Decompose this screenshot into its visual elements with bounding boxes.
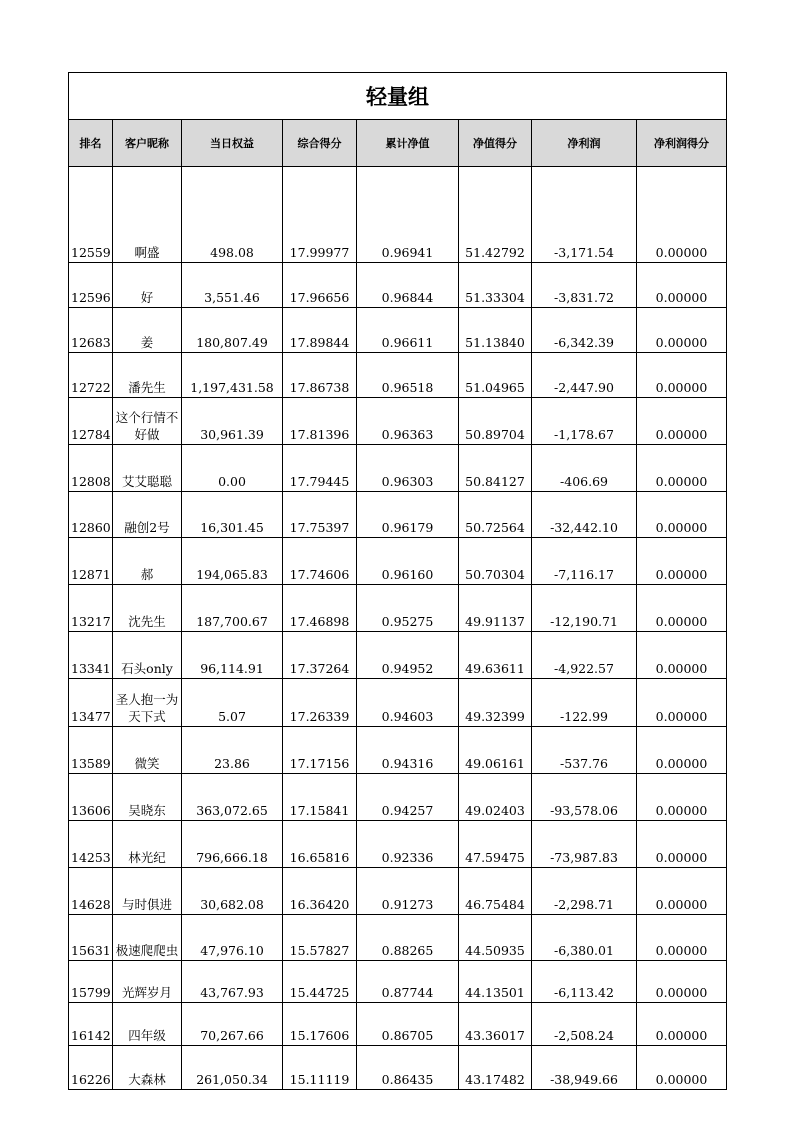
profit-score-cell: 0.00000 [637, 632, 727, 679]
composite-score-cell: 17.17156 [283, 727, 357, 774]
net-profit-cell: -4,922.57 [532, 632, 637, 679]
cumulative-nav-cell: 0.96611 [357, 308, 459, 353]
rank-cell: 12808 [69, 445, 113, 492]
equity-cell: 30,961.39 [182, 398, 283, 445]
cumulative-nav-cell: 0.88265 [357, 915, 459, 961]
table-row [69, 727, 727, 774]
net-profit-cell: -12,190.71 [532, 585, 637, 632]
net-profit-cell: -38,949.66 [532, 1046, 637, 1090]
profit-score-cell: 0.00000 [637, 1003, 727, 1046]
equity-cell: 16,301.45 [182, 492, 283, 538]
equity-cell: 194,065.83 [182, 538, 283, 585]
rank-cell: 16226 [69, 1046, 113, 1090]
nickname-cell: 圣人抱一为天下式 [113, 679, 182, 727]
nav-score-cell: 51.42792 [459, 167, 532, 263]
profit-score-cell: 0.00000 [637, 538, 727, 585]
table-row [69, 632, 727, 679]
net-profit-cell: -3,171.54 [532, 167, 637, 263]
profit-score-cell: 0.00000 [637, 821, 727, 868]
table-row [69, 915, 727, 961]
nickname-cell: 与时俱进 [113, 868, 182, 915]
profit-score-cell: 0.00000 [637, 868, 727, 915]
nickname-cell: 艾艾聪聪 [113, 445, 182, 492]
rank-cell: 12722 [69, 353, 113, 398]
net-profit-cell: -93,578.06 [532, 774, 637, 821]
nickname-cell: 融创2号 [113, 492, 182, 538]
net-profit-cell: -537.76 [532, 727, 637, 774]
net-profit-cell: -2,508.24 [532, 1003, 637, 1046]
table-row [69, 679, 727, 727]
net-profit-cell: -6,380.01 [532, 915, 637, 961]
nav-score-cell: 50.84127 [459, 445, 532, 492]
composite-score-cell: 17.46898 [283, 585, 357, 632]
cumulative-nav-cell: 0.96844 [357, 263, 459, 308]
cumulative-nav-cell: 0.96363 [357, 398, 459, 445]
net-profit-cell: -32,442.10 [532, 492, 637, 538]
table-body [69, 167, 727, 1090]
profit-score-cell: 0.00000 [637, 774, 727, 821]
table-row [69, 308, 727, 353]
table-row [69, 445, 727, 492]
nickname-cell: 微笑 [113, 727, 182, 774]
rank-cell: 12860 [69, 492, 113, 538]
cumulative-nav-cell: 0.96303 [357, 445, 459, 492]
equity-cell: 363,072.65 [182, 774, 283, 821]
rank-cell: 16142 [69, 1003, 113, 1046]
cumulative-nav-cell: 0.92336 [357, 821, 459, 868]
composite-score-cell: 17.86738 [283, 353, 357, 398]
column-header-nickname: 客户昵称 [113, 120, 182, 167]
nickname-cell: 姜 [113, 308, 182, 353]
table-row [69, 538, 727, 585]
nickname-cell: 好 [113, 263, 182, 308]
composite-score-cell: 17.89844 [283, 308, 357, 353]
equity-cell: 70,267.66 [182, 1003, 283, 1046]
table-row [69, 585, 727, 632]
cumulative-nav-cell: 0.86435 [357, 1046, 459, 1090]
equity-cell: 1,197,431.58 [182, 353, 283, 398]
nickname-cell: 这个行情不好做 [113, 398, 182, 445]
composite-score-cell: 17.81396 [283, 398, 357, 445]
rank-cell: 12596 [69, 263, 113, 308]
nickname-cell: 石头only [113, 632, 182, 679]
nickname-cell: 四年级 [113, 1003, 182, 1046]
column-header-net-profit: 净利润 [532, 120, 637, 167]
nav-score-cell: 49.02403 [459, 774, 532, 821]
table-row [69, 398, 727, 445]
rank-cell: 15631 [69, 915, 113, 961]
table-row [69, 1046, 727, 1090]
cumulative-nav-cell: 0.91273 [357, 868, 459, 915]
nav-score-cell: 44.13501 [459, 961, 532, 1003]
nav-score-cell: 43.17482 [459, 1046, 532, 1090]
equity-cell: 47,976.10 [182, 915, 283, 961]
nickname-cell: 郝 [113, 538, 182, 585]
nav-score-cell: 51.33304 [459, 263, 532, 308]
rank-cell: 15799 [69, 961, 113, 1003]
ranking-sheet [68, 72, 726, 1090]
profit-score-cell: 0.00000 [637, 961, 727, 1003]
profit-score-cell: 0.00000 [637, 679, 727, 727]
nickname-cell: 吴晓东 [113, 774, 182, 821]
equity-cell: 5.07 [182, 679, 283, 727]
rank-cell: 13606 [69, 774, 113, 821]
cumulative-nav-cell: 0.96160 [357, 538, 459, 585]
equity-cell: 796,666.18 [182, 821, 283, 868]
nickname-cell: 啊盛 [113, 167, 182, 263]
net-profit-cell: -2,447.90 [532, 353, 637, 398]
nav-score-cell: 50.72564 [459, 492, 532, 538]
column-header-rank: 排名 [69, 120, 113, 167]
table-row [69, 868, 727, 915]
header-row [69, 120, 727, 167]
cumulative-nav-cell: 0.86705 [357, 1003, 459, 1046]
composite-score-cell: 16.65816 [283, 821, 357, 868]
table-row [69, 353, 727, 398]
composite-score-cell: 17.75397 [283, 492, 357, 538]
equity-cell: 498.08 [182, 167, 283, 263]
table-row [69, 1003, 727, 1046]
profit-score-cell: 0.00000 [637, 492, 727, 538]
profit-score-cell: 0.00000 [637, 445, 727, 492]
nav-score-cell: 49.06161 [459, 727, 532, 774]
composite-score-cell: 15.17606 [283, 1003, 357, 1046]
column-header-nav-score: 净值得分 [459, 120, 532, 167]
profit-score-cell: 0.00000 [637, 167, 727, 263]
net-profit-cell: -1,178.67 [532, 398, 637, 445]
cumulative-nav-cell: 0.96941 [357, 167, 459, 263]
composite-score-cell: 17.26339 [283, 679, 357, 727]
nav-score-cell: 46.75484 [459, 868, 532, 915]
composite-score-cell: 17.15841 [283, 774, 357, 821]
rank-cell: 12871 [69, 538, 113, 585]
equity-cell: 261,050.34 [182, 1046, 283, 1090]
profit-score-cell: 0.00000 [637, 915, 727, 961]
nav-score-cell: 50.70304 [459, 538, 532, 585]
table-row [69, 263, 727, 308]
equity-cell: 30,682.08 [182, 868, 283, 915]
column-header-equity: 当日权益 [182, 120, 283, 167]
nickname-cell: 大森林 [113, 1046, 182, 1090]
rank-cell: 13589 [69, 727, 113, 774]
cumulative-nav-cell: 0.96179 [357, 492, 459, 538]
table-row [69, 492, 727, 538]
nav-score-cell: 47.59475 [459, 821, 532, 868]
cumulative-nav-cell: 0.95275 [357, 585, 459, 632]
rank-cell: 12683 [69, 308, 113, 353]
rank-cell: 13341 [69, 632, 113, 679]
column-header-composite-score: 综合得分 [283, 120, 357, 167]
composite-score-cell: 17.74606 [283, 538, 357, 585]
composite-score-cell: 17.37264 [283, 632, 357, 679]
profit-score-cell: 0.00000 [637, 398, 727, 445]
nickname-cell: 光辉岁月 [113, 961, 182, 1003]
table-row [69, 821, 727, 868]
rank-cell: 12559 [69, 167, 113, 263]
profit-score-cell: 0.00000 [637, 1046, 727, 1090]
composite-score-cell: 15.44725 [283, 961, 357, 1003]
nickname-cell: 林光纪 [113, 821, 182, 868]
rank-cell: 13217 [69, 585, 113, 632]
column-header-profit-score: 净利润得分 [637, 120, 727, 167]
nav-score-cell: 44.50935 [459, 915, 532, 961]
net-profit-cell: -6,113.42 [532, 961, 637, 1003]
nav-score-cell: 51.13840 [459, 308, 532, 353]
nav-score-cell: 43.36017 [459, 1003, 532, 1046]
net-profit-cell: -2,298.71 [532, 868, 637, 915]
nav-score-cell: 51.04965 [459, 353, 532, 398]
table-title: 轻量组 [69, 73, 727, 120]
cumulative-nav-cell: 0.87744 [357, 961, 459, 1003]
table-row [69, 961, 727, 1003]
net-profit-cell: -122.99 [532, 679, 637, 727]
rank-cell: 12784 [69, 398, 113, 445]
equity-cell: 180,807.49 [182, 308, 283, 353]
profit-score-cell: 0.00000 [637, 585, 727, 632]
equity-cell: 23.86 [182, 727, 283, 774]
cumulative-nav-cell: 0.96518 [357, 353, 459, 398]
net-profit-cell: -6,342.39 [532, 308, 637, 353]
profit-score-cell: 0.00000 [637, 308, 727, 353]
profit-score-cell: 0.00000 [637, 263, 727, 308]
net-profit-cell: -406.69 [532, 445, 637, 492]
profit-score-cell: 0.00000 [637, 353, 727, 398]
cumulative-nav-cell: 0.94257 [357, 774, 459, 821]
equity-cell: 0.00 [182, 445, 283, 492]
composite-score-cell: 17.79445 [283, 445, 357, 492]
net-profit-cell: -73,987.83 [532, 821, 637, 868]
table-row [69, 774, 727, 821]
composite-score-cell: 15.57827 [283, 915, 357, 961]
column-header-cumulative-nav: 累计净值 [357, 120, 459, 167]
nickname-cell: 潘先生 [113, 353, 182, 398]
cumulative-nav-cell: 0.94603 [357, 679, 459, 727]
net-profit-cell: -3,831.72 [532, 263, 637, 308]
profit-score-cell: 0.00000 [637, 727, 727, 774]
nickname-cell: 极速爬爬虫 [113, 915, 182, 961]
composite-score-cell: 17.96656 [283, 263, 357, 308]
nav-score-cell: 49.63611 [459, 632, 532, 679]
table-row [69, 167, 727, 263]
nav-score-cell: 49.91137 [459, 585, 532, 632]
net-profit-cell: -7,116.17 [532, 538, 637, 585]
nickname-cell: 沈先生 [113, 585, 182, 632]
equity-cell: 187,700.67 [182, 585, 283, 632]
rank-cell: 14253 [69, 821, 113, 868]
cumulative-nav-cell: 0.94952 [357, 632, 459, 679]
cumulative-nav-cell: 0.94316 [357, 727, 459, 774]
composite-score-cell: 17.99977 [283, 167, 357, 263]
nav-score-cell: 50.89704 [459, 398, 532, 445]
ranking-table [68, 72, 727, 1090]
equity-cell: 3,551.46 [182, 263, 283, 308]
rank-cell: 14628 [69, 868, 113, 915]
rank-cell: 13477 [69, 679, 113, 727]
composite-score-cell: 15.11119 [283, 1046, 357, 1090]
nav-score-cell: 49.32399 [459, 679, 532, 727]
equity-cell: 43,767.93 [182, 961, 283, 1003]
composite-score-cell: 16.36420 [283, 868, 357, 915]
equity-cell: 96,114.91 [182, 632, 283, 679]
